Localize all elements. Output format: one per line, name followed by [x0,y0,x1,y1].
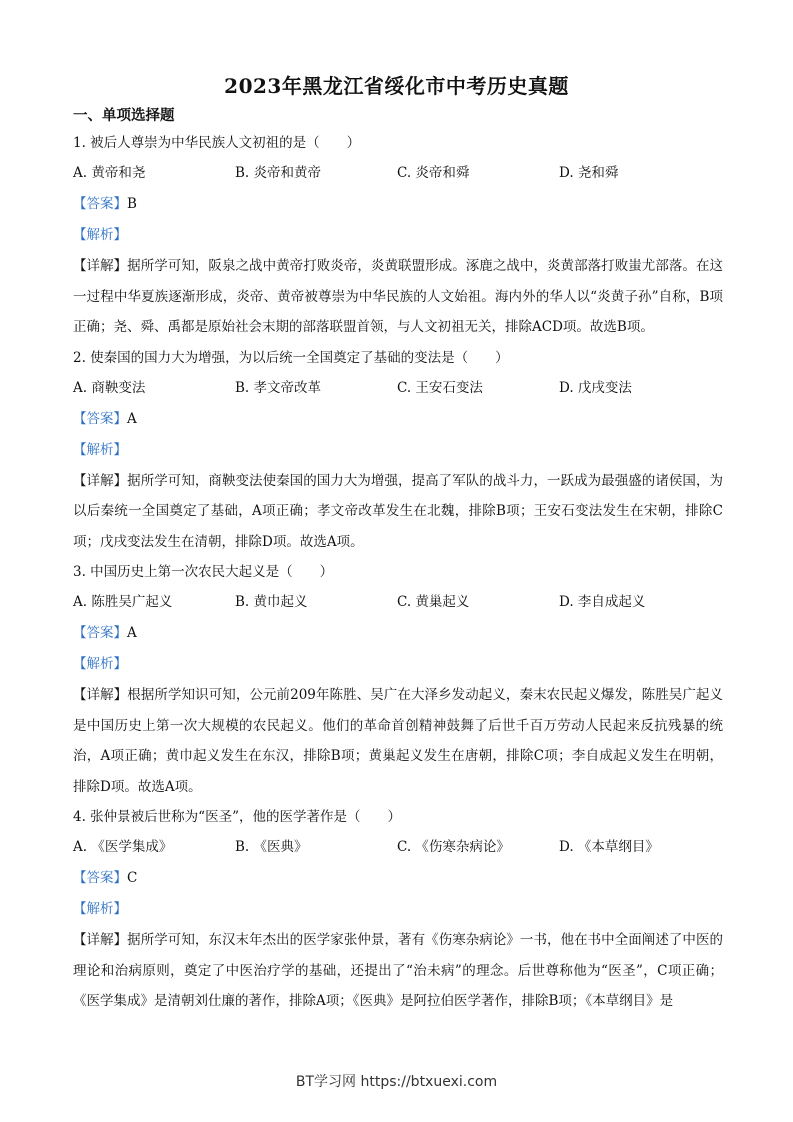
option-d: D. 戊戌变法 [559,379,632,396]
option-b: B. 《医典》 [235,839,308,855]
answer-tag: 【答案】 [73,196,127,212]
detail-paragraph [73,251,723,343]
detail-text: 根据所学知识可知，公元前209年陈胜、吴广在大泽乡发动起义，秦末农民起义爆发，陈胜吴广起义是中国历史上第一次大规模的农民起义。他们的革命首创精神鼓舞了后世千百万劳动人民起来反抗残暴的统治，A项正确；黄巾起义发生在东汉，排除B项；黄巢起义发生在唐朝，排除C项；李自成起义发生在明朝，排除D项。故选A项。 [73,687,723,795]
answer-line [73,404,723,435]
option-a: A. 商鞅变法 [73,379,146,396]
answer-value: A [127,410,137,427]
answer-line [73,863,723,894]
option-row [73,832,723,863]
section-heading: 一、单项选择题 [73,107,175,124]
detail-text: 据所学可知，东汉末年杰出的医学家张仲景，著有《伤寒杂病论》一书，他在书中全面阐述了中医的理论和治病原则，奠定了中医治疗学的基础，还提出了“治未病”的理念。后世尊称他为“医圣”，C项正确；《医学集成》是清朝刘仕廉的著作，排除A项；《医典》是阿拉伯医学著作，排除B项；《本草纲目》是 [73,932,724,1009]
page-title: 2023年黑龙江省绥化市中考历史真题 [224,74,569,98]
option-b: B. 炎帝和黄帝 [235,165,322,181]
option-row [73,587,723,618]
option-c: C. 黄巢起义 [397,594,470,610]
answer-value: C [127,870,138,886]
answer-value: B [127,196,137,212]
question-stem: 2. 使秦国的国力大为增强，为以后统一全国奠定了基础的变法是（ ） [73,349,509,366]
option-c: C. 王安石变法 [397,379,483,396]
question-stem: 1. 被后人尊崇为中华民族人文初祖的是（ ） [73,135,361,151]
answer-value: A [127,625,137,641]
answer-tag: 【答案】 [73,870,127,886]
answer-tag: 【答案】 [73,410,127,427]
option-b: B. 孝文帝改革 [235,379,322,396]
question-stem: 4. 张仲景被后世称为“医圣”，他的医学著作是（ ） [73,809,401,825]
analysis-tag: 【解析】 [73,901,127,917]
question-2 [73,343,723,558]
analysis-tag: 【解析】 [73,656,127,672]
footer-watermark: BT学习网 https://btxuexi.com [295,1074,498,1090]
detail-paragraph [73,680,723,802]
answer-tag: 【答案】 [73,625,127,641]
analysis-line [73,220,723,251]
detail-paragraph [73,925,723,1017]
answer-line [73,189,723,220]
analysis-tag: 【解析】 [73,227,127,243]
option-d: D. 尧和舜 [559,165,619,181]
detail-tag: 【详解】 [73,687,128,703]
detail-paragraph [73,466,723,558]
analysis-tag: 【解析】 [73,441,127,458]
option-a: A. 黄帝和尧 [73,165,146,181]
detail-tag: 【详解】 [73,932,128,948]
answer-line [73,618,723,649]
question-stem: 3. 中国历史上第一次农民大起义是（ ） [73,564,334,580]
detail-text: 据所学可知，商鞅变法使秦国的国力大为增强，提高了军队的战斗力，一跃成为最强盛的诸侯国，为以后秦统一全国奠定了基础，A项正确；孝文帝改革发生在北魏，排除B项；王安石变法发生在宋朝，排除C项；戊戌变法发生在清朝，排除D项。故选A项。 [73,472,724,550]
option-c: C. 炎帝和舜 [397,165,470,181]
question-list [73,128,723,1017]
detail-text: 据所学可知，阪泉之战中黄帝打败炎帝，炎黄联盟形成。涿鹿之战中，炎黄部落打败蚩尤部落。在这一过程中华夏族逐渐形成，炎帝、黄帝被尊崇为中华民族的人文始祖。海内外的华人以“炎黄子孙”自称，B项正确；尧、舜、禹都是原始社会末期的部落联盟首领，与人文初祖无关，排除ACD项。故选B项。 [73,258,724,335]
question-3 [73,557,723,802]
analysis-line [73,894,723,925]
option-a: A. 《医学集成》 [73,839,173,855]
detail-tag: 【详解】 [73,258,128,274]
option-row [73,158,723,189]
option-d: D. 李自成起义 [559,594,646,610]
option-a: A. 陈胜吴广起义 [73,594,173,610]
option-row [73,373,723,404]
option-b: B. 黄巾起义 [235,594,308,610]
option-d: D. 《本草纲目》 [559,839,659,855]
analysis-line [73,435,723,466]
question-1 [73,128,723,343]
option-c: C. 《伤寒杂病论》 [397,839,510,855]
detail-tag: 【详解】 [73,472,128,489]
analysis-line [73,649,723,680]
question-4 [73,802,723,1017]
